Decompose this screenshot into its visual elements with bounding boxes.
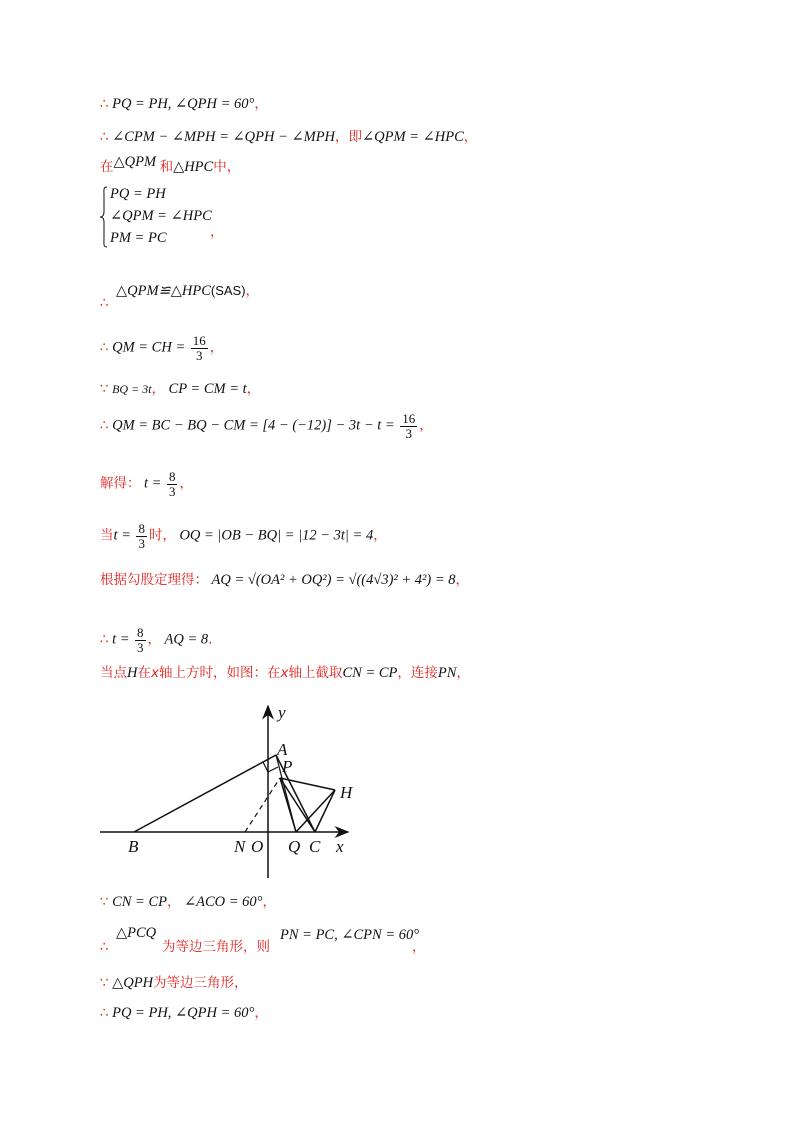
text-segment: ，	[167, 894, 181, 910]
text-segment: ，即	[335, 129, 363, 145]
line-6	[100, 334, 223, 363]
math-expression: △HPC	[173, 159, 214, 175]
label-c: C	[309, 837, 321, 856]
text-segment: 根据勾股定理得：	[100, 572, 208, 588]
text-segment: 当	[100, 527, 114, 544]
therefore-symbol: ∴	[100, 295, 109, 311]
math-expression: PN = PC, ∠CPN = 60°	[280, 927, 420, 943]
because-symbol: ∵	[100, 381, 109, 397]
math-expression: t =	[144, 475, 162, 492]
label-x: x	[336, 837, 344, 856]
therefore-symbol: ∴	[100, 96, 109, 112]
math-expression: PQ = PH, ∠QPH = 60°	[112, 1005, 255, 1021]
label-b: B	[128, 837, 139, 856]
math-expression: CP = CM = t	[168, 381, 247, 397]
line-16	[100, 974, 248, 993]
sas-label: (SAS)	[210, 283, 246, 298]
numerator: 8	[168, 469, 176, 484]
math-expression: CN = CP	[112, 894, 167, 910]
line-12	[100, 626, 212, 655]
denominator: 3	[195, 348, 203, 363]
text-segment: 中，	[213, 159, 241, 175]
segment-pn-dashed	[245, 778, 280, 832]
coordinate-diagram	[100, 700, 370, 880]
math-expression: PN	[437, 665, 457, 681]
label-q: Q	[288, 837, 301, 856]
label-a: A	[277, 740, 288, 759]
punctuation: ，	[209, 339, 224, 356]
punctuation: ，	[456, 665, 470, 681]
therefore-symbol: ∴	[100, 129, 109, 145]
text-segment: 当点	[100, 665, 127, 681]
punctuation: ，	[455, 572, 470, 588]
segment-ch	[315, 790, 335, 832]
text-segment: 轴上截取	[288, 665, 343, 681]
line-1	[100, 95, 268, 114]
label-n: N	[234, 837, 246, 856]
line-7	[100, 380, 260, 399]
point-label: H	[127, 665, 138, 681]
label-y: y	[278, 703, 286, 722]
punctuation: ，	[373, 527, 387, 544]
because-symbol: ∵	[100, 975, 109, 991]
punctuation: ，	[179, 475, 193, 492]
numerator: 16	[402, 411, 416, 426]
math-expression: QM = CH =	[112, 339, 186, 356]
text-segment: 为等边三角形，	[153, 975, 248, 991]
numerator: 8	[137, 625, 144, 640]
punctuation: ，	[254, 96, 268, 112]
text-segment: 在	[100, 159, 114, 175]
text-segment: ，	[151, 381, 166, 397]
math-expression: t =	[112, 631, 130, 648]
fraction	[400, 412, 417, 441]
line-17	[100, 1004, 268, 1023]
math-expression: CN = CP	[342, 665, 398, 681]
math-expression: △QPH	[112, 975, 154, 991]
math-expression: OQ = |OB − BQ| = |12 − 3t| = 4	[179, 527, 374, 544]
math-expression: △QPM	[113, 154, 157, 170]
line-9	[100, 470, 193, 499]
punctuation: ，	[245, 283, 260, 299]
label-o: O	[251, 837, 264, 856]
math-expression: AQ = 8	[164, 631, 209, 648]
equation-row-3: PM = PC	[110, 230, 167, 246]
therefore-symbol: ∴	[100, 339, 109, 356]
text-segment: 时，	[148, 527, 176, 544]
fraction	[191, 334, 208, 363]
punctuation: ，	[210, 224, 224, 240]
math-expression: t =	[113, 527, 131, 544]
line-2	[100, 128, 477, 147]
fraction	[167, 470, 178, 499]
geometry-figure	[100, 700, 370, 885]
denominator: 3	[405, 426, 412, 441]
axis-label: x	[150, 665, 159, 681]
math-expression: QM = BC − BQ − CM = [4 − (−12)] − 3t − t =	[112, 417, 395, 434]
fraction	[136, 522, 147, 551]
math-expression: ∠ACO = 60°	[184, 894, 263, 910]
math-expression: AQ = √(OA² + OQ²) = √((4√3)² + 4²) = 8	[211, 572, 456, 588]
punctuation: ，	[419, 417, 433, 434]
because-symbol: ∵	[100, 894, 109, 910]
denominator: 3	[168, 484, 176, 499]
punctuation: ，	[412, 939, 426, 955]
punctuation: .	[208, 631, 213, 648]
line-10	[100, 522, 387, 551]
punctuation: ，	[254, 1005, 268, 1021]
equation-row-1: PQ = PH	[110, 186, 166, 202]
left-brace-icon	[100, 186, 108, 248]
numerator: 16	[192, 333, 206, 348]
punctuation: ，	[246, 381, 261, 397]
segment-ba	[134, 755, 276, 832]
equation-row-2: ∠QPM = ∠HPC	[110, 208, 212, 224]
fraction	[135, 626, 146, 655]
numerator: 8	[138, 521, 145, 536]
math-expression: PQ = PH, ∠QPH = 60°	[112, 96, 255, 112]
therefore-symbol: ∴	[100, 417, 109, 434]
line-11	[100, 571, 469, 590]
label-h: H	[340, 783, 353, 802]
axis-label: x	[280, 665, 289, 681]
punctuation: ，	[262, 894, 276, 910]
line-14	[100, 893, 276, 912]
text-segment: 解得：	[100, 475, 141, 492]
right-angle-mark	[263, 762, 278, 772]
label-p: P	[282, 757, 293, 776]
math-expression: ∠CPM − ∠MPH = ∠QPH − ∠MPH	[112, 129, 336, 145]
line-3	[100, 154, 241, 177]
denominator: 3	[138, 536, 145, 551]
text-segment: 和	[159, 159, 174, 175]
therefore-symbol: ∴	[100, 1005, 109, 1021]
therefore-symbol: ∴	[100, 939, 109, 955]
line-5	[100, 282, 259, 301]
math-expression: BQ = 3t	[112, 382, 152, 396]
text-segment: ，连接	[397, 665, 438, 681]
text-segment: 在	[137, 665, 151, 681]
segment-ph	[280, 778, 335, 790]
text-segment: 为等边三角形，则	[162, 939, 270, 955]
text-segment: 轴上方时，如图：在	[158, 665, 281, 681]
math-expression: △PCQ	[116, 925, 157, 941]
segment-pc	[280, 778, 315, 832]
line-13	[100, 664, 470, 683]
punctuation: ，	[463, 129, 478, 145]
line-5-therefore	[100, 294, 109, 313]
denominator: 3	[137, 640, 144, 655]
math-expression: △QPM≌△HPC	[116, 283, 211, 299]
therefore-symbol: ∴	[100, 631, 109, 648]
text-segment: ，	[147, 631, 162, 648]
line-8	[100, 412, 433, 441]
math-expression: ∠QPM = ∠HPC	[362, 129, 464, 145]
